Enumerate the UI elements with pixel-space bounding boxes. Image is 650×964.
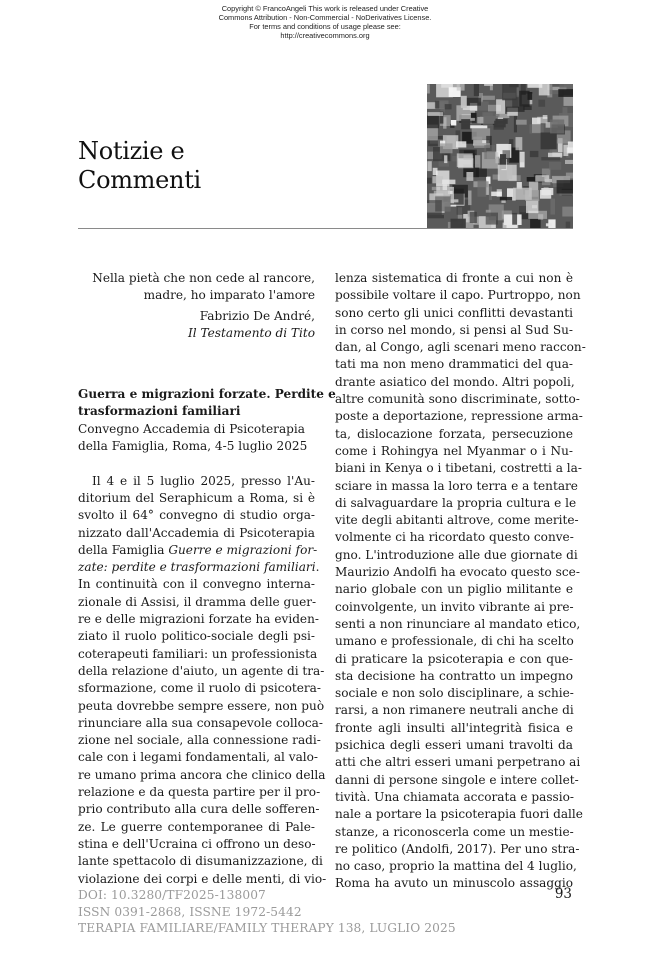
body-line: in corso nel mondo, si pensi al Sud Su-: [335, 322, 573, 337]
body-line: rinunciare alla sua consapevole colloca-: [78, 715, 323, 730]
epigraph-line: madre, ho imparato l'amore: [143, 288, 315, 303]
section-title: [78, 137, 201, 195]
body-line: sociale e non solo disciplinare, a schie-: [335, 686, 574, 701]
body-line: rarsi, a non rimanere neutrali anche di: [335, 703, 574, 718]
body-line: di salvaguardare la propria cultura e le: [335, 495, 577, 510]
right-column: [335, 270, 586, 893]
article-title-line: trasformazioni familiari: [78, 404, 241, 419]
body-line: re umano prima ancora che clinico della: [78, 767, 326, 782]
body-line: biani in Kenya o i tibetani, costretti a la-: [335, 461, 582, 476]
body-line: In continuità con il convegno interna-: [78, 577, 315, 592]
body-line: zione nel sociale, alla connessione radi-: [78, 733, 321, 748]
body-line: tività. Una chiamata accorata e passio-: [335, 789, 574, 804]
body-line: coinvolgente, un invito vibrante ai pre-: [335, 599, 574, 614]
body-line: della relazione d'aiuto, un agente di tra-: [78, 663, 325, 678]
body-line: Roma ha avuto un minuscolo assaggio: [335, 876, 573, 891]
body-line: volmente ci ha ricordato questo conve-: [335, 530, 574, 545]
body-line: re e delle migrazioni forzate ha eviden-: [78, 612, 319, 627]
body-line: altre comunità sono discriminate, sotto-: [335, 392, 580, 407]
body-line: sformazione, come il ruolo di psicotera-: [78, 681, 321, 696]
body-line: drante asiatico del mondo. Altri popoli,: [335, 374, 575, 389]
body-line: ta, dislocazione forzata, persecuzione: [335, 426, 573, 441]
body-line: poste a deportazione, repressione arma-: [335, 409, 583, 424]
article-title-line: Guerra e migrazioni forzate. Perdite e: [78, 387, 336, 402]
body-line: vite degli abitanti altrove, come merite-: [335, 513, 579, 528]
body-line: atti che altri esseri umani perpetrano ai: [335, 755, 581, 770]
body-line: nizzato dall'Accademia di Psicoterapia: [78, 525, 315, 540]
body-line: lenza sistematica di fronte a cui non è: [335, 271, 573, 285]
body-line: sono certo gli unici conflitti devastanti: [335, 305, 573, 320]
left-column: [78, 270, 336, 888]
epigraph: [78, 270, 315, 342]
body-line: svolto il 64° convegno di studio orga-: [78, 508, 315, 523]
body-line: sciare in massa la loro terra e a tentare: [335, 478, 578, 493]
header-divider: [78, 228, 573, 229]
body-line: nario globale con un piglio militante e: [335, 582, 573, 597]
body-line: zionale di Assisi, il dramma delle guer-: [78, 594, 317, 609]
body-line: psichica degli esseri umani travolti da: [335, 738, 573, 753]
page-number: 93: [554, 886, 572, 902]
header-artwork-image: [427, 84, 573, 228]
footer-doi: DOI: 10.3280/TF2025-138007: [78, 888, 266, 902]
body-line: peuta dovrebbe sempre essere, non può: [78, 698, 325, 713]
article-subtitle-line: Convegno Accademia di Psicoterapia: [78, 421, 305, 436]
body-text: [78, 473, 327, 888]
body-line: sta decisione ha contratto un impegno: [335, 668, 573, 683]
body-line: della Famiglia Guerre e migrazioni for-: [78, 542, 318, 557]
body-line: fronte agli insulti all'integrità fisica e: [335, 720, 573, 735]
body-line: violazione dei corpi e delle menti, di vio-: [78, 871, 327, 886]
body-line: relazione e da questa partire per il pro-: [78, 785, 321, 800]
body-line: senti a non rinunciare al mandato etico,: [335, 616, 581, 631]
body-line: dan, al Congo, agli scenari meno raccon-: [335, 340, 586, 355]
footer-metadata: [78, 887, 456, 937]
body-line: no caso, proprio la mattina del 4 luglio,: [335, 859, 577, 874]
epigraph-work: Il Testamento di Tito: [188, 325, 315, 340]
copyright-line: Copyright © FrancoAngeli This work is released under Creative: [221, 4, 429, 13]
body-line: stina e dell'Ucraina ci offrono un deso-: [78, 836, 316, 851]
body-line: tati ma non meno drammatici del qua-: [335, 357, 573, 372]
body-line: ze. Le guerre contemporanee di Pale-: [78, 819, 315, 834]
footer-journal: TERAPIA FAMILIARE/FAMILY THERAPY 138, LUGLIO 2025: [78, 921, 456, 935]
epigraph-author: Fabrizio De André,: [199, 308, 315, 323]
body-line: Il 4 e il 5 luglio 2025, presso l'Au-: [92, 473, 315, 488]
body-line: come i Rohingya nel Myanmar o i Nu-: [335, 443, 573, 458]
body-line: gno. L'introduzione alle due giornate di: [335, 547, 578, 562]
body-line: prio contributo alla cura delle sofferen-: [78, 802, 320, 817]
body-line: zate: perdite e trasformazioni familiari.: [78, 560, 320, 575]
body-line: umano e professionale, di chi ha scelto: [335, 634, 574, 649]
copyright-line: Commons Attribution - Non-Commercial - NoDerivatives License.: [218, 13, 432, 22]
copyright-line: For terms and conditions of usage please see:: [249, 22, 401, 31]
article-subtitle-line: della Famiglia, Roma, 4-5 luglio 2025: [78, 439, 308, 454]
body-line: danni di persone singole e intere collet-: [335, 772, 579, 787]
epigraph-line: Nella pietà che non cede al rancore,: [92, 271, 315, 285]
body-line: coterapeuti familiari: un professionista: [78, 646, 318, 661]
body-line: lante spettacolo di disumanizzazione, di: [78, 854, 323, 869]
section-title-line: Commenti: [78, 166, 201, 194]
body-line: di praticare la psicoterapia e con que-: [335, 651, 573, 666]
body-line: Maurizio Andolfi ha evocato questo sce-: [335, 565, 580, 580]
body-line: ditorium del Seraphicum a Roma, si è: [78, 490, 315, 505]
footer-issn: ISSN 0391-2868, ISSNE 1972-5442: [78, 904, 302, 919]
body-line: nale a portare la psicoterapia fuori dalle: [335, 807, 583, 822]
article-heading: [78, 386, 336, 455]
body-line: re politico (Andolfi, 2017). Per uno stra-: [335, 841, 580, 856]
copyright-line: http://creativecommons.org: [280, 31, 370, 40]
section-title-line: Notizie e: [78, 137, 185, 165]
body-line: cale con i legami fondamentali, al valo-: [78, 750, 319, 765]
body-line: stanze, a riconoscerla come un mestie-: [335, 824, 574, 839]
body-line: possibile voltare il capo. Purtroppo, non: [335, 288, 581, 303]
body-line: ziato il ruolo politico-sociale degli psi-: [78, 629, 315, 644]
copyright-notice: [0, 4, 650, 40]
